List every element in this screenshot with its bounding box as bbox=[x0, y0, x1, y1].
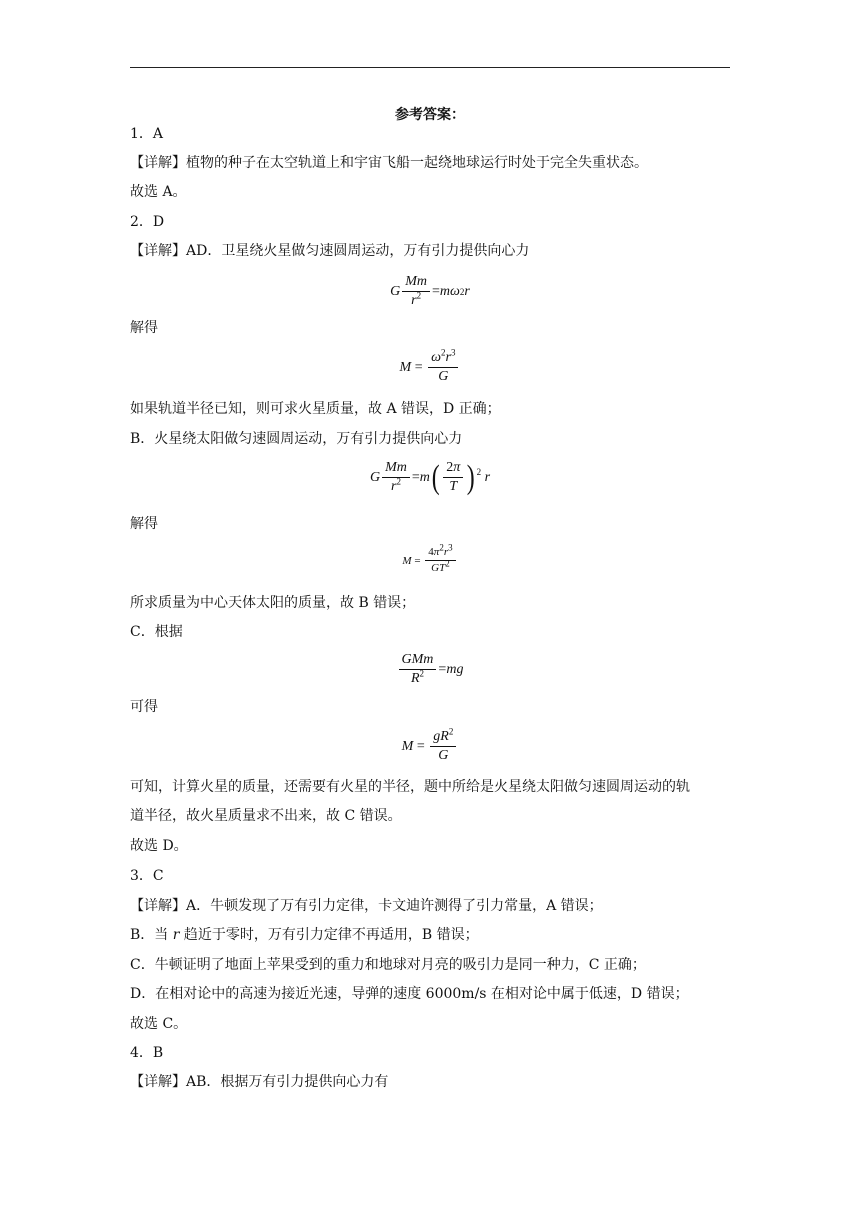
answer-2-c-conclusion-2: 道半径，故火星质量求不出来，故 C 错误。 bbox=[130, 808, 402, 824]
equation-mass-period: M = $\frac{4\pi^2r^3}{GT^2}$ bbox=[0, 546, 860, 575]
answer-3-b-var: r bbox=[172, 927, 180, 943]
header-rule bbox=[130, 67, 730, 68]
answer-2-b-conclusion: 所求质量为中心天体太阳的质量，故 B 错误； bbox=[130, 595, 416, 611]
answer-4-ab: 【详解】AB．根据万有引力提供向心力有 bbox=[130, 1074, 389, 1090]
answer-3-c: C．牛顿证明了地面上苹果受到的重力和地球对月亮的吸引力是同一种力，C 正确； bbox=[130, 957, 646, 973]
answer-2-ad: 【详解】AD．卫星绕火星做匀速圆周运动，万有引力提供向心力 bbox=[130, 243, 530, 259]
answer-4-label: 4．B bbox=[130, 1045, 164, 1061]
answer-2-c-conclusion-1: 可知，计算火星的质量，还需要有火星的半径，题中所给是火星绕太阳做匀速圆周运动的轨 bbox=[130, 779, 690, 795]
answer-3-choose: 故选 C。 bbox=[130, 1016, 188, 1032]
answer-2-b: B．火星绕太阳做匀速圆周运动，万有引力提供向心力 bbox=[130, 431, 463, 447]
answer-2-c: C．根据 bbox=[130, 624, 183, 640]
page-title: 参考答案： bbox=[395, 107, 465, 123]
answer-2-label: 2．D bbox=[130, 214, 165, 230]
equation-mass-surface: M = $\frac{gR^2}{G}$ bbox=[0, 729, 860, 764]
answer-2-jiede-2: 解得 bbox=[130, 516, 158, 532]
answer-1-detail: 【详解】植物的种子在太空轨道上和宇宙飞船一起绕地球运行时处于完全失重状态。 bbox=[130, 155, 648, 171]
answer-3-label: 3．C bbox=[130, 868, 164, 884]
answer-3-b-pre: B．当 bbox=[130, 927, 173, 943]
answer-3-d: D．在相对论中的高速为接近光速，导弹的速度 6000m/s 在相对论中属于低速，D 错误； bbox=[130, 986, 689, 1002]
equation-surface-gravity: $\frac{\text{GMm}}{R^2}$ = mg bbox=[0, 652, 860, 687]
answer-2-kede: 可得 bbox=[130, 699, 158, 715]
answer-2-ad-conclusion: 如果轨道半径已知，则可求火星质量，故 A 错误，D 正确； bbox=[130, 401, 501, 417]
answer-3-b bbox=[130, 925, 479, 945]
equation-mass-omega: M = $\frac{\omega^2r^3}{G}$ bbox=[0, 350, 860, 385]
answer-2-jiede-1: 解得 bbox=[130, 320, 158, 336]
answer-1-choose: 故选 A。 bbox=[130, 184, 187, 200]
answer-3-b-post: 趋近于零时，万有引力定律不再适用，B 错误； bbox=[179, 927, 479, 943]
answer-1-label: 1．A bbox=[130, 126, 164, 142]
answer-3-a: 【详解】A．牛顿发现了万有引力定律，卡文迪许测得了引力常量，A 错误； bbox=[130, 898, 603, 914]
equation-gravity-period: G $\frac{Mm}{r^2}$ = m ( $\frac{2\pi}{T}$ ) $^2$ r bbox=[369, 458, 491, 496]
equation-gravity-omega: G $\frac{Mm}{r^2}$ = mω 2 r bbox=[390, 274, 470, 308]
answer-2-choose: 故选 D。 bbox=[130, 838, 188, 854]
